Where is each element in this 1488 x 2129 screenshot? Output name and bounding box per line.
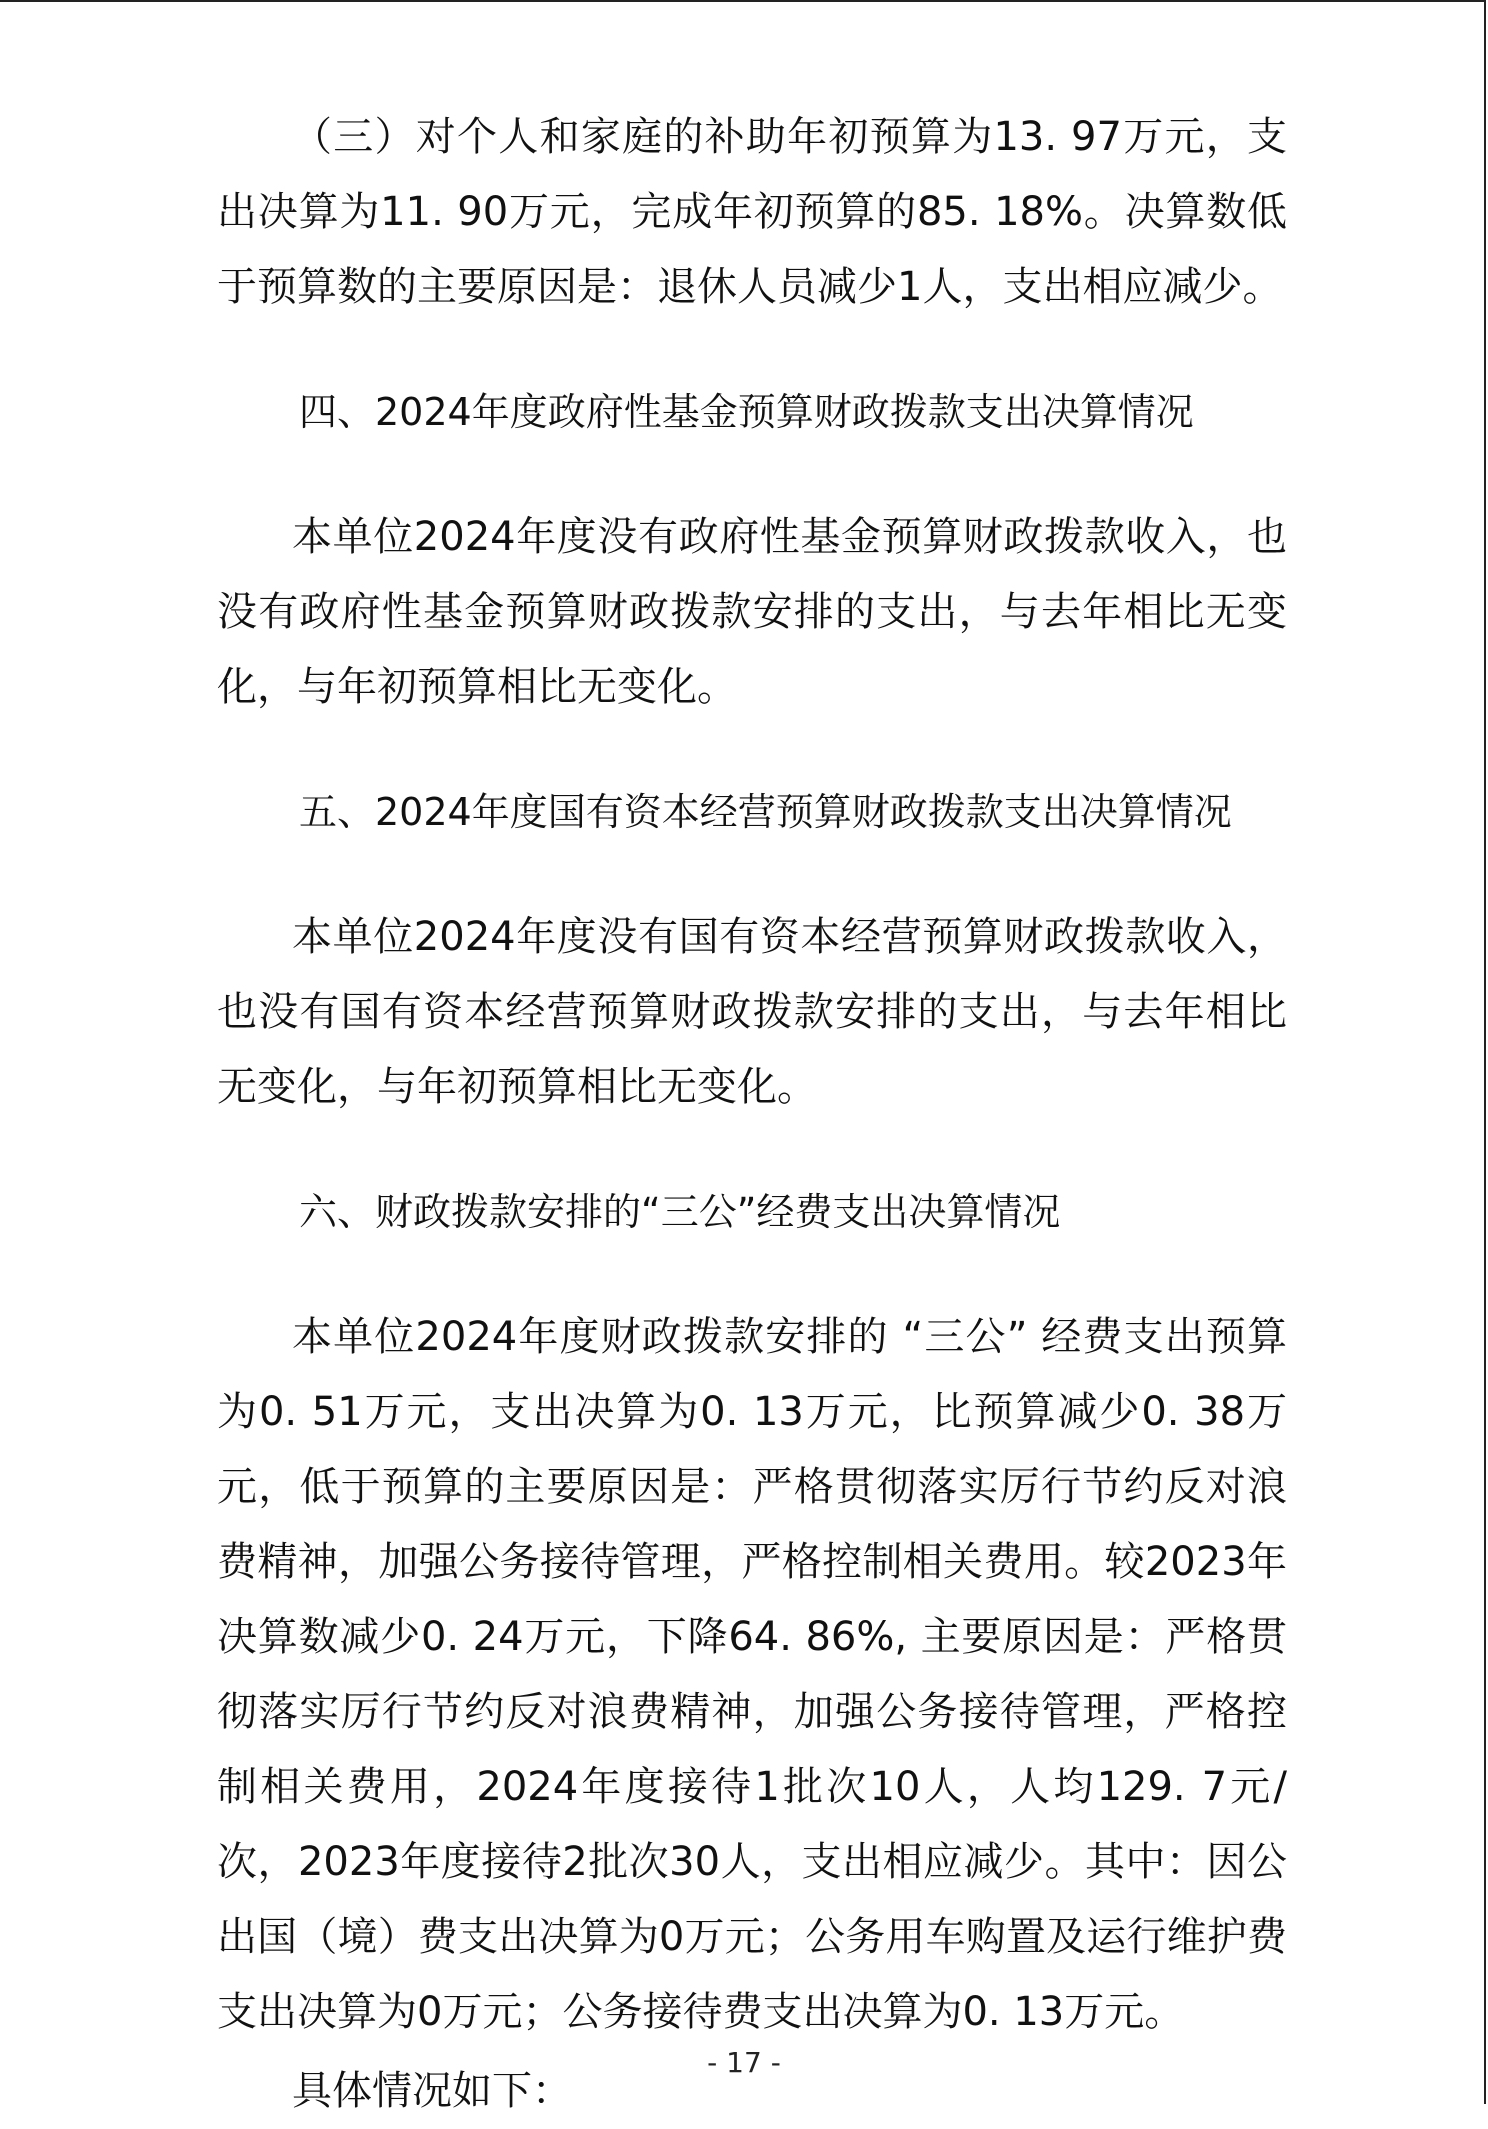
spacer xyxy=(217,850,1287,900)
spacer xyxy=(217,450,1287,500)
heading-government-fund-budget: 四、2024年度政府性基金预算财政拨款支出决算情况 xyxy=(299,390,1194,434)
paragraph-personal-family-subsidy: （三）对个人和家庭的补助年初预算为13. 97万元，支出决算为11. 90万元，完成年初预算的85. 18%。决算数低于预算数的主要原因是：退休人员减少1人，支出相应减少。 xyxy=(217,114,1287,310)
spacer xyxy=(217,1125,1287,1175)
paragraph-details-intro: 具体情况如下： xyxy=(292,2068,572,2114)
page-number: - 17 - xyxy=(707,2046,781,2079)
heading-three-public-expenses: 六、财政拨款安排的“三公”经费支出决算情况 xyxy=(299,1190,1061,1234)
spacer xyxy=(217,325,1287,375)
paragraph-state-capital-budget: 本单位2024年度没有国有资本经营预算财政拨款收入，也没有国有资本经营预算财政拨款安排的支出，与去年相比无变化，与年初预算相比无变化。 xyxy=(217,914,1287,1110)
paragraph-government-fund-budget: 本单位2024年度没有政府性基金预算财政拨款收入，也没有政府性基金预算财政拨款安排的支出，与去年相比无变化，与年初预算相比无变化。 xyxy=(217,514,1287,710)
paragraph-three-public-expenses: 本单位2024年度财政拨款安排的 “三公” 经费支出预算为0. 51万元，支出决算为0. 13万元，比预算减少0. 38万元，低于预算的主要原因是：严格贯彻落实厉行节约反对浪费精神，加强公务接待管理，严格控制相关费用。较2023年决算数减少0. 24万元，下降64. 86%, 主要原因是：严格贯彻落实厉行节约反对浪费精神，加强公务接待管理，严格控制相关费用，2024年度接待1批次10人，人均129. 7元/次，2023年度接待2批次30人，支出相应减少。其中：因公出国（境）费支出决算为0万元；公务用车购置及运行维护费支出决算为0万元；公务接待费支出决算为0. 13万元。 xyxy=(217,1314,1287,2035)
document-body xyxy=(217,100,1287,2129)
spacer xyxy=(217,1250,1287,1300)
heading-state-capital-budget: 五、2024年度国有资本经营预算财政拨款支出决算情况 xyxy=(299,790,1232,834)
spacer xyxy=(217,725,1287,775)
